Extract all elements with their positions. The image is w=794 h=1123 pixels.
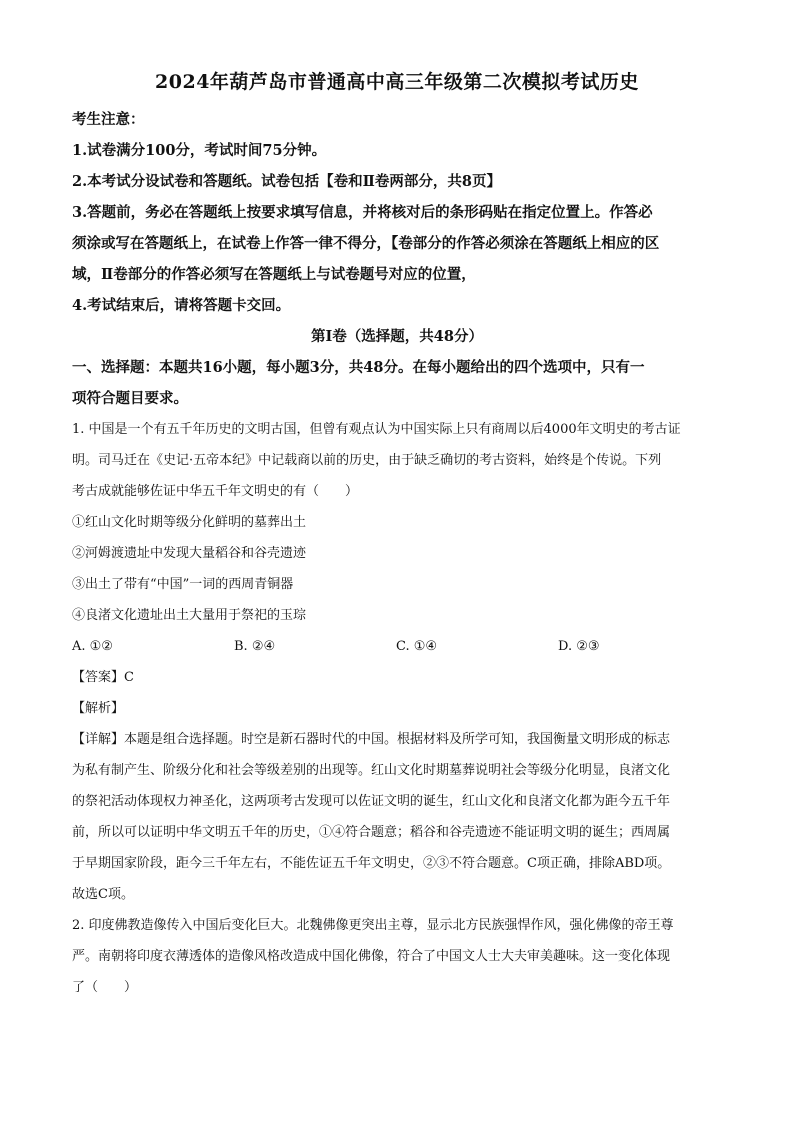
q1-detail-line-4: 前，所以可以证明中华文明五千年的历史，①④符合题意；稻谷和谷壳遗迹不能证明文明的诞生；西周属 [72,825,671,840]
q2-stem-line-2: 严。南朝将印度衣薄透体的造像风格改造成中国化佛像，符合了中国文人士大夫审美趣味。这一变化体现 [72,949,671,964]
q1-stem-line-3: 考古成就能够佐证中华五千年文明史的有（ ） [72,484,359,499]
answer-tag: 【答案】 [72,670,125,685]
q1-detail-line-2: 为私有制产生、阶级分化和社会等级差别的出现等。红山文化时期墓葬说明社会等级分化明显，良渚文化 [72,763,671,778]
section-heading: 第Ⅰ卷（选择题，共48分） [311,328,483,345]
q1-options [72,631,722,662]
question-1 [72,414,722,910]
q1-detail-line-3: 的祭祀活动体现权力神圣化，这两项考古发现可以佐证文明的诞生，红山文化和良渚文化都为距今五千年 [72,794,671,809]
q1-stem-line-2: 明。司马迁在《史记·五帝本纪》中记载商以前的历史，由于缺乏确切的考古资料，始终是个传说。下列 [72,453,662,468]
notice-heading: 考生注意： [72,111,145,128]
analysis-tag: 【解析】 [72,701,125,716]
notice-line-6: 4.考试结束后，请将答题卡交回。 [72,297,291,314]
q1-detail-line-1: 【详解】本题是组合选择题。时空是新石器时代的中国。根据材料及所学可知，我国衡量文明形成的标志 [72,732,671,747]
notice-line-1: 1.试卷满分100分，考试时间75分钟。 [72,142,327,159]
notice-block [72,104,722,321]
notice-line-5: 域，Ⅱ卷部分的作答必须写在答题纸上与试卷题号对应的位置， [72,266,476,283]
q2-stem-line-3: 了（ ） [72,980,138,995]
q1-item-4: ④良渚文化遗址出土大量用于祭祀的玉琮 [72,608,307,623]
q1-answer [72,662,722,693]
notice-line-2: 2.本考试分设试卷和答题纸。试卷包括【卷和Ⅱ卷两部分，共8页】 [72,173,501,190]
q1-option-b: B. ②④ [234,639,276,654]
q1-item-2: ②河姆渡遗址中发现大量稻谷和谷壳遗迹 [72,546,307,561]
notice-line-4: 须涂或写在答题纸上，在试卷上作答一律不得分，【卷部分的作答必须涂在答题纸上相应的区 [72,235,660,252]
q1-detail-line-6: 故选C项。 [72,887,134,902]
exam-page [72,68,722,1003]
q1-stem-line-1: 1. 中国是一个有五千年历史的文明古国，但曾有观点认为中国实际上只有商周以后4000年文明史的考古证 [72,422,681,437]
q1-option-d: D. ②③ [558,639,600,654]
q1-option-a: A. ①② [72,639,113,654]
page-title: 2024年葫芦岛市普通高中高三年级第二次模拟考试历史 [155,71,639,93]
section-intro-line-1: 一、选择题：本题共16小题，每小题3分，共48分。在每小题给出的四个选项中，只有一 [72,359,645,376]
section-intro-line-2: 项符合题目要求。 [72,390,188,407]
q1-detail-line-5: 于早期国家阶段，距今三千年左右，不能佐证五千年文明史，②③不符合题意。C项正确，排除ABD项。 [72,856,671,871]
answer-value: C [124,670,134,685]
q2-stem-line-1: 2. 印度佛教造像传入中国后变化巨大。北魏佛像更突出主尊，显示北方民族强悍作风，强化佛像的帝王尊 [72,918,674,933]
question-2 [72,910,722,1003]
q1-item-3: ③出土了带有“中国”一词的西周青铜器 [72,577,294,592]
q1-option-c: C. ①④ [396,639,438,654]
notice-line-3: 3.答题前，务必在答题纸上按要求填写信息，并将核对后的条形码贴在指定位置上。作答必 [72,204,653,221]
q1-item-1: ①红山文化时期等级分化鲜明的墓葬出土 [72,515,307,530]
